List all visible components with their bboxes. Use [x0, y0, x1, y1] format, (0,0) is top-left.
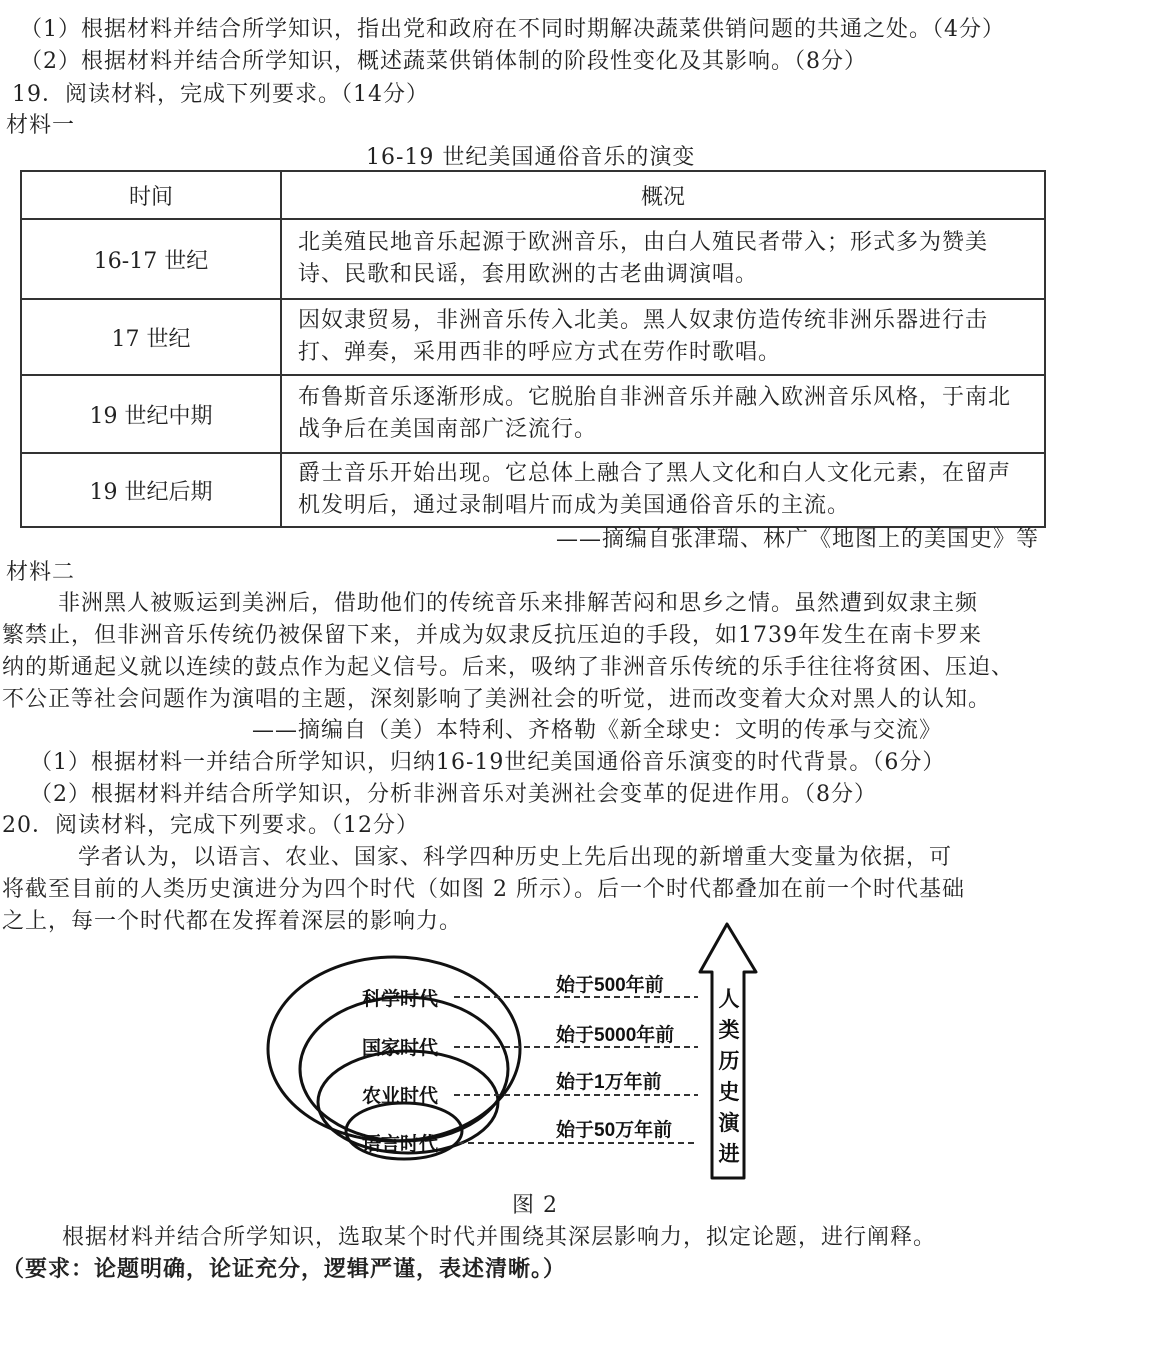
table-title: 16-19 世纪美国通俗音乐的演变 [366, 145, 696, 170]
source-citation: ——摘编自张津瑞、林广《地图上的美国史》等 [556, 527, 1040, 552]
task-text: 根据材料并结合所学知识，选取某个时代并围绕其深层影响力，拟定论题，进行阐释。 [62, 1225, 937, 1250]
table-cell-desc: 因奴隶贸易，非洲音乐传入北美。黑人奴隶仿造传统非洲乐器进行击打、弹奏，采用西非的呼应方式在劳作时歌唱。 [281, 299, 1045, 375]
arrow-char: 历 [718, 1050, 740, 1073]
era-start-label: 始于500年前 [556, 975, 664, 996]
table-header-time: 时间 [21, 171, 281, 219]
table-cell-time: 19 世纪中期 [21, 375, 281, 453]
table-header-desc: 概况 [281, 171, 1045, 219]
material-label: 材料二 [6, 560, 76, 585]
requirement-text: （要求：论题明确，论证充分，逻辑严谨，表述清晰。） [2, 1256, 567, 1282]
question-heading: 20．阅读材料，完成下列要求。（12分） [2, 813, 419, 838]
era-label: 科学时代 [362, 989, 439, 1010]
material-text: 不公正等社会问题作为演唱的主题，深刻影响了美洲社会的听觉，进而改变着大众对黑人的认知。 [2, 687, 992, 712]
era-start-label: 始于1万年前 [556, 1072, 662, 1093]
arrow-char: 人 [718, 988, 740, 1011]
table-cell-time: 19 世纪后期 [21, 453, 281, 527]
arrow-char: 进 [718, 1143, 740, 1166]
material-text: 繁禁止，但非洲音乐传统仍被保留下来，并成为奴隶反抗压迫的手段，如1739年发生在南卡罗来 [2, 623, 982, 648]
source-citation: ——摘编自（美）本特利、齐格勒《新全球史：文明的传承与交流》 [252, 718, 943, 743]
table-cell-desc: 布鲁斯音乐逐渐形成。它脱胎自非洲音乐并融入欧洲音乐风格，于南北战争后在美国南部广泛流行。 [281, 375, 1045, 453]
table-cell-desc: 北美殖民地音乐起源于欧洲音乐，由白人殖民者带入；形式多为赞美诗、民歌和民谣，套用欧洲的古老曲调演唱。 [281, 219, 1045, 299]
era-label: 农业时代 [362, 1086, 439, 1107]
arrow-char: 类 [718, 1019, 740, 1042]
era-start-label: 始于50万年前 [556, 1120, 673, 1141]
material-text: 之上，每一个时代都在发挥着深层的影响力。 [2, 909, 463, 934]
figure-caption: 图 2 [512, 1193, 558, 1218]
question-heading: 19．阅读材料，完成下列要求。（14分） [12, 82, 429, 107]
material-label: 材料一 [6, 113, 76, 138]
material-text: 将截至目前的人类历史演进分为四个时代（如图 2 所示）。后一个时代都叠加在前一个时代基础 [2, 877, 965, 902]
era-label: 语言时代 [362, 1134, 439, 1155]
table-cell-desc: 爵士音乐开始出现。它总体上融合了黑人文化和白人文化元素，在留声机发明后，通过录制唱片而成为美国通俗音乐的主流。 [281, 453, 1045, 527]
question-line: （2）根据材料并结合所学知识，分析非洲音乐对美洲社会变革的促进作用。（8分） [30, 782, 877, 807]
material-text: 非洲黑人被贩运到美洲后，借助他们的传统音乐来排解苦闷和思乡之情。虽然遭到奴隶主频 [58, 591, 979, 616]
table-cell-time: 17 世纪 [21, 299, 281, 375]
question-line: （1）根据材料一并结合所学知识，归纳16-19世纪美国通俗音乐演变的时代背景。（6分） [30, 750, 946, 775]
era-label: 国家时代 [362, 1038, 439, 1059]
arrow-char: 史 [718, 1081, 740, 1104]
question-line: （1）根据材料并结合所学知识，指出党和政府在不同时期解决蔬菜供销问题的共通之处。（4分） [20, 17, 1005, 42]
era-start-label: 始于5000年前 [556, 1025, 675, 1046]
material-text: 学者认为，以语言、农业、国家、科学四种历史上先后出现的新增重大变量为依据，可 [78, 845, 953, 870]
arrow-char: 演 [718, 1112, 740, 1135]
material-text: 纳的斯通起义就以连续的鼓点作为起义信号。后来，吸纳了非洲音乐传统的乐手往往将贫困、压迫、 [2, 655, 1015, 680]
table-cell-time: 16-17 世纪 [21, 219, 281, 299]
question-line: （2）根据材料并结合所学知识，概述蔬菜供销体制的阶段性变化及其影响。（8分） [20, 49, 867, 74]
